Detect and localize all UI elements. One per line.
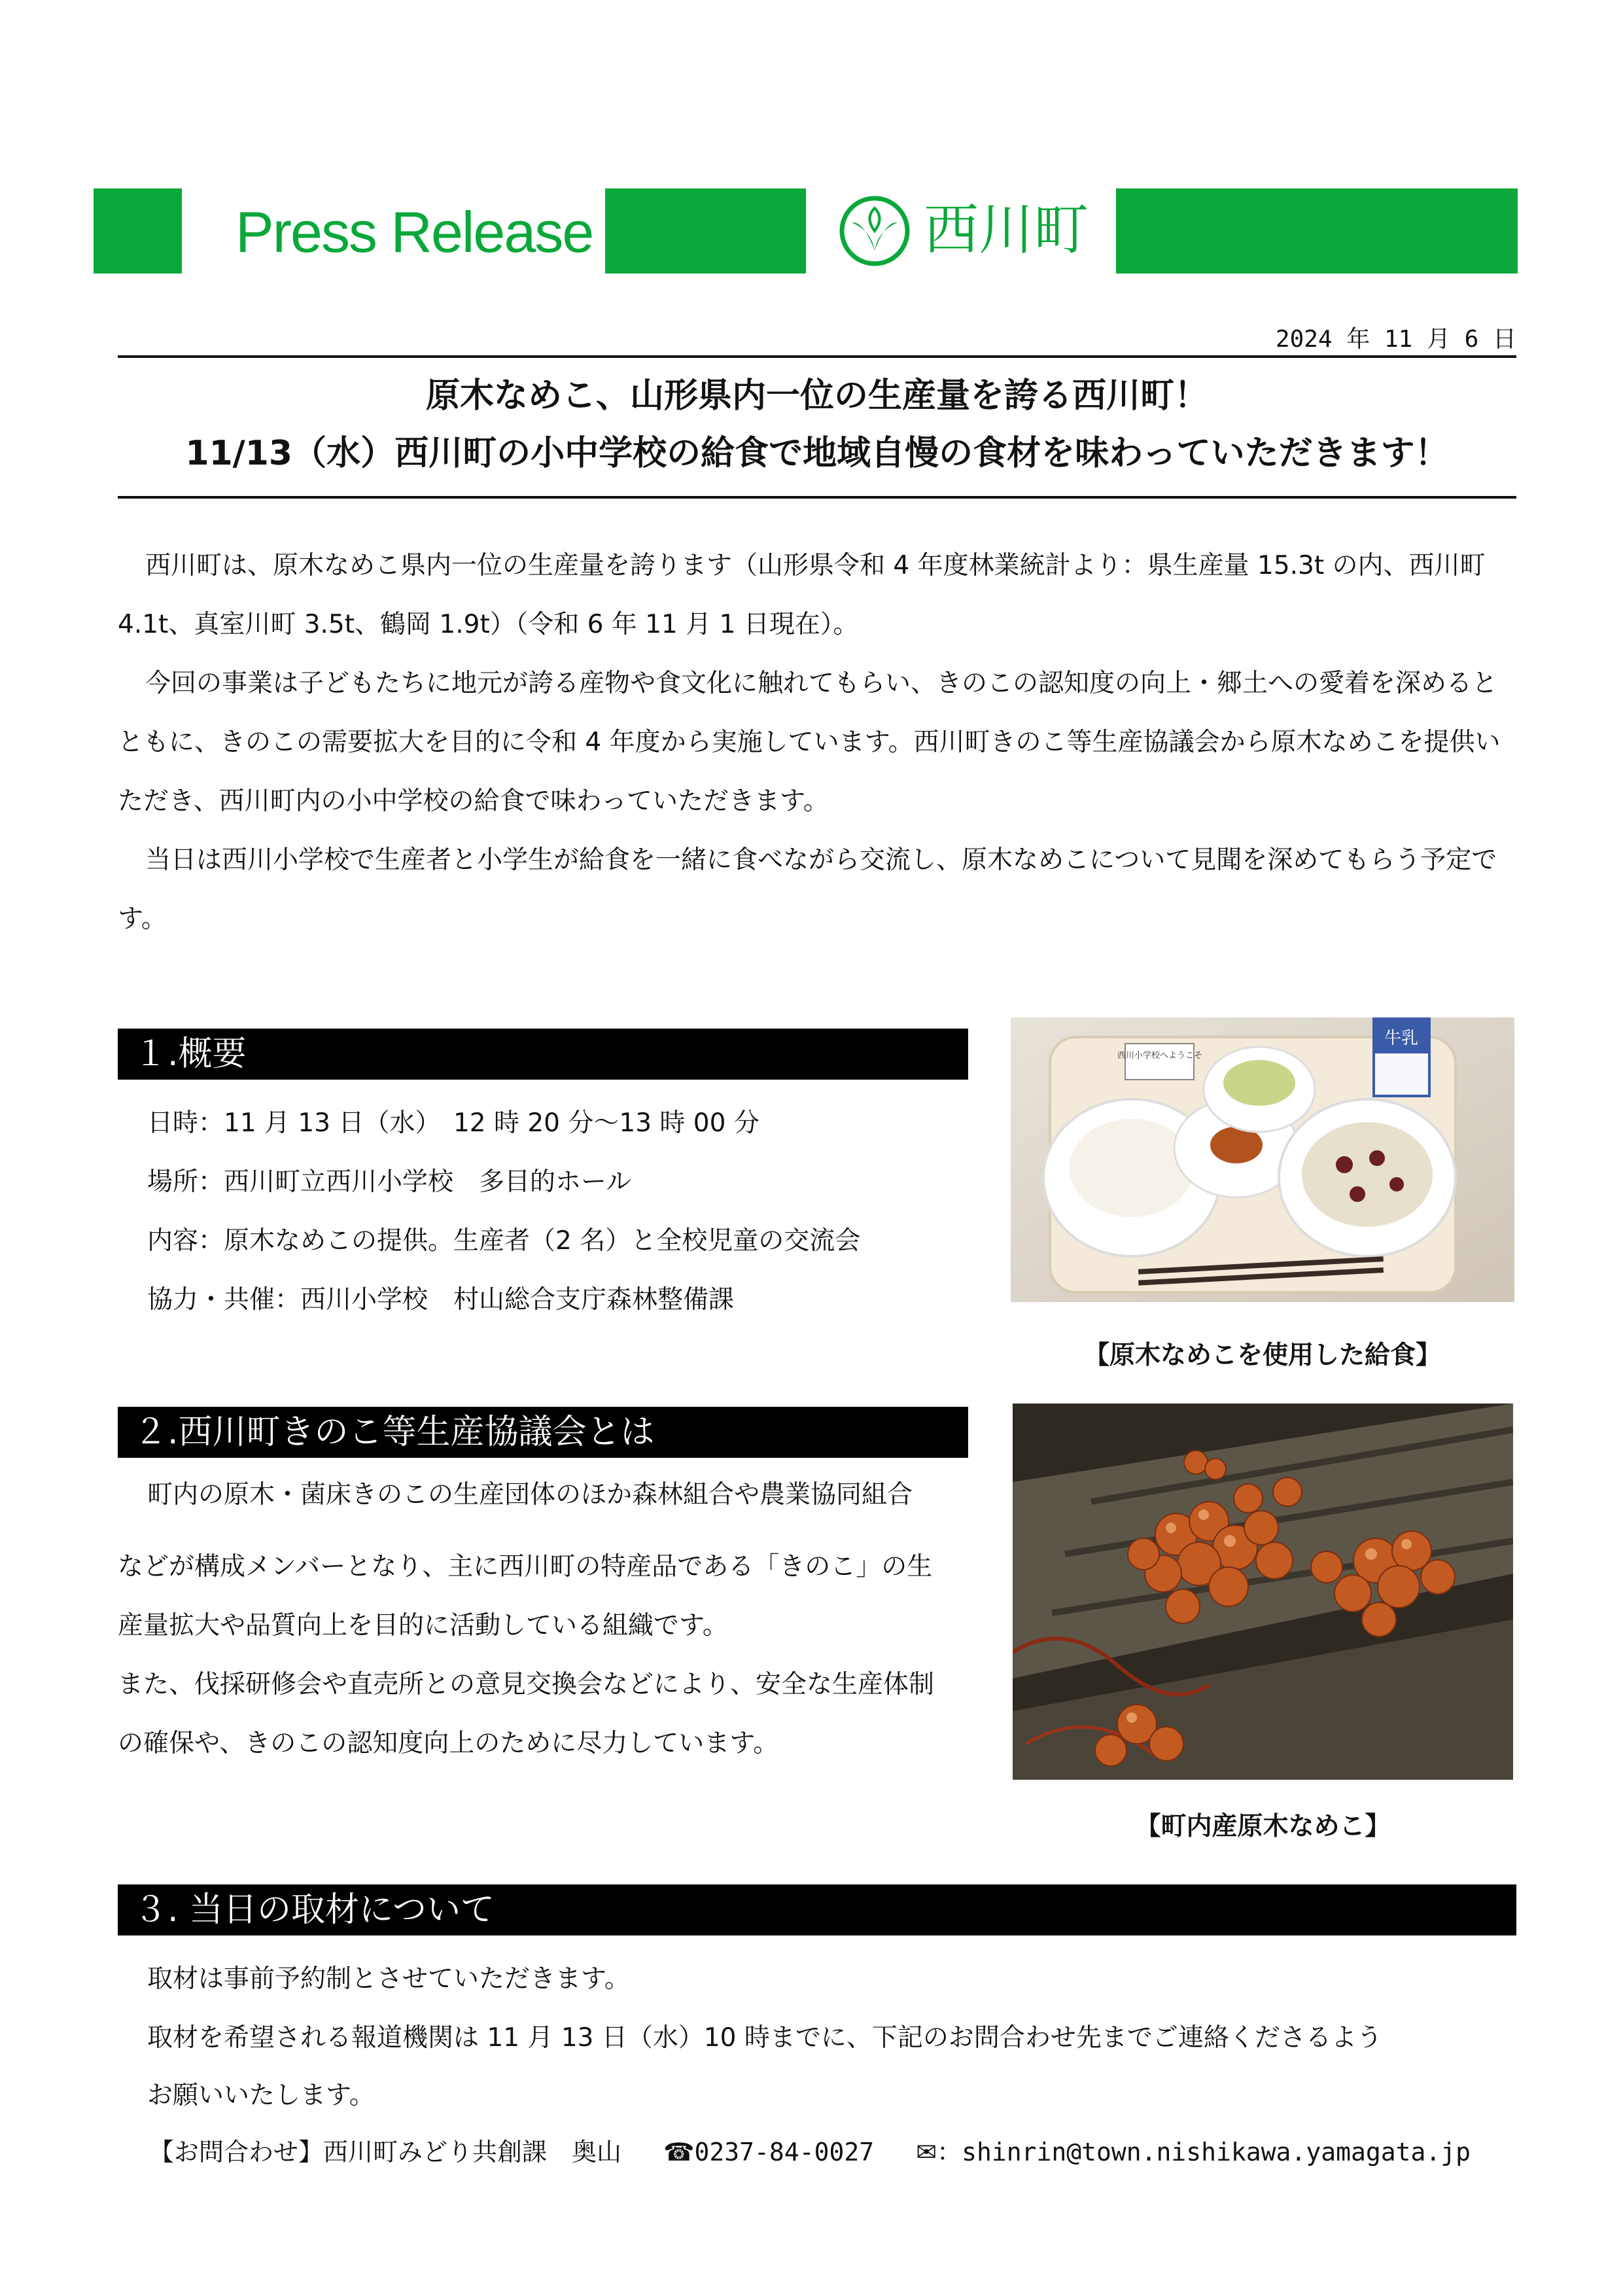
overview-place: 場所：西川町立西川小学校 多目的ホール bbox=[147, 1167, 632, 1197]
intro-text bbox=[118, 537, 1518, 949]
intro-paragraph-1: 西川町は、原木なめこ県内一位の生産量を誇ります（山形県令和 4 年度林業統計より：県生産量 15.3t の内、西川町 4.1t、真室川町 3.5t、鶴岡 1.9t）（令和 6 年 11 月 1 日現在）。 bbox=[118, 551, 1486, 639]
coverage-line-2: 取材を希望される報道機関は 11 月 13 日（水）10 時までに、下記のお問合わせ先までご連絡くださるよう bbox=[147, 2023, 1382, 2053]
email-icon: ✉ bbox=[916, 2138, 937, 2166]
contact-email[interactable]: ：shinrin@town.nishikawa.yamagata.jp bbox=[937, 2138, 1471, 2166]
contact-label: 【お問合わせ】西川町みどり共創課 奥山 bbox=[149, 2138, 622, 2166]
council-text-line-2: などが構成メンバーとなり、主に西川町の特産品である「きのこ」の生 bbox=[118, 1552, 933, 1581]
contact-phone[interactable]: 0237-84-0027 bbox=[694, 2138, 875, 2166]
coverage-line-1: 取材は事前予約制とさせていただきます。 bbox=[147, 1964, 630, 1994]
header-green-block-left bbox=[94, 188, 182, 274]
title-top-rule bbox=[118, 355, 1516, 358]
school-lunch-photo bbox=[1011, 1017, 1514, 1302]
tray-label: 西川小学校へようこそ bbox=[1117, 1051, 1203, 1061]
town-name: 西川町 bbox=[924, 198, 1089, 262]
intro-paragraph-2: 今回の事業は子どもたちに地元が誇る産物や食文化に触れてもらい、きのこの認知度の向上・郷土への愛着を深めるとともに、きのこの需要拡大を目的に令和 4 年度から実施しています。西川町きのこ等生産協議会から原木なめこを提供いただき、西川町内の小中学校の給食で味わっていただきます。 bbox=[118, 669, 1501, 816]
council-text-line-5: の確保や、きのこの認知度向上のために尽力しています。 bbox=[118, 1729, 779, 1758]
nameko-mushroom-photo bbox=[1013, 1404, 1513, 1780]
phone-icon: ☎ bbox=[663, 2138, 695, 2166]
council-text-line-1: 町内の原木・菌床きのこの生産団体のほか森林組合や農業協同組合 bbox=[147, 1480, 913, 1510]
title-line-1: 原木なめこ、山形県内一位の生産量を誇る西川町！ bbox=[425, 376, 1208, 415]
intro-paragraph-3: 当日は西川小学校で生産者と小学生が給食を一緒に食べながら交流し、原木なめこについて見聞を深めてもらう予定です。 bbox=[118, 845, 1497, 934]
press-release-heading: Press Release bbox=[236, 200, 593, 264]
leaf-logo-icon bbox=[826, 195, 924, 267]
section-3-heading: ３. 当日の取材について bbox=[118, 1884, 1516, 1935]
overview-datetime: 日時：11 月 13 日（水） 12 時 20 分～13 時 00 分 bbox=[147, 1108, 759, 1138]
title-line-2: 11/13（水）西川町の小中学校の給食で地域自慢の食材を味わっていただきます！ bbox=[185, 434, 1449, 473]
section-2-heading: ２.西川町きのこ等生産協議会とは bbox=[118, 1407, 968, 1458]
release-date: 2024 年 11 月 6 日 bbox=[1275, 326, 1516, 353]
section-1-heading: １.概要 bbox=[118, 1029, 968, 1080]
council-text-line-3: 産量拡大や品質向上を目的に活動している組織です。 bbox=[118, 1611, 728, 1640]
contact-info bbox=[149, 2132, 1471, 2168]
coverage-line-3: お願いいたします。 bbox=[147, 2081, 375, 2110]
school-lunch-caption: 【原木なめこを使用した給食】 bbox=[1083, 1341, 1441, 1370]
council-text-line-4: また、伐採研修会や直売所との意見交換会などにより、安全な生産体制 bbox=[118, 1670, 935, 1699]
milk-carton-label: 牛乳 bbox=[1384, 1029, 1419, 1048]
overview-content: 内容：原木なめこの提供。生産者（2 名）と全校児童の交流会 bbox=[147, 1226, 861, 1256]
town-logo bbox=[806, 188, 1116, 274]
nameko-caption: 【町内産原木なめこ】 bbox=[1135, 1812, 1391, 1841]
overview-cooperation: 協力・共催：西川小学校 村山総合支庁森林整備課 bbox=[147, 1285, 735, 1315]
title-bottom-rule bbox=[118, 496, 1516, 499]
